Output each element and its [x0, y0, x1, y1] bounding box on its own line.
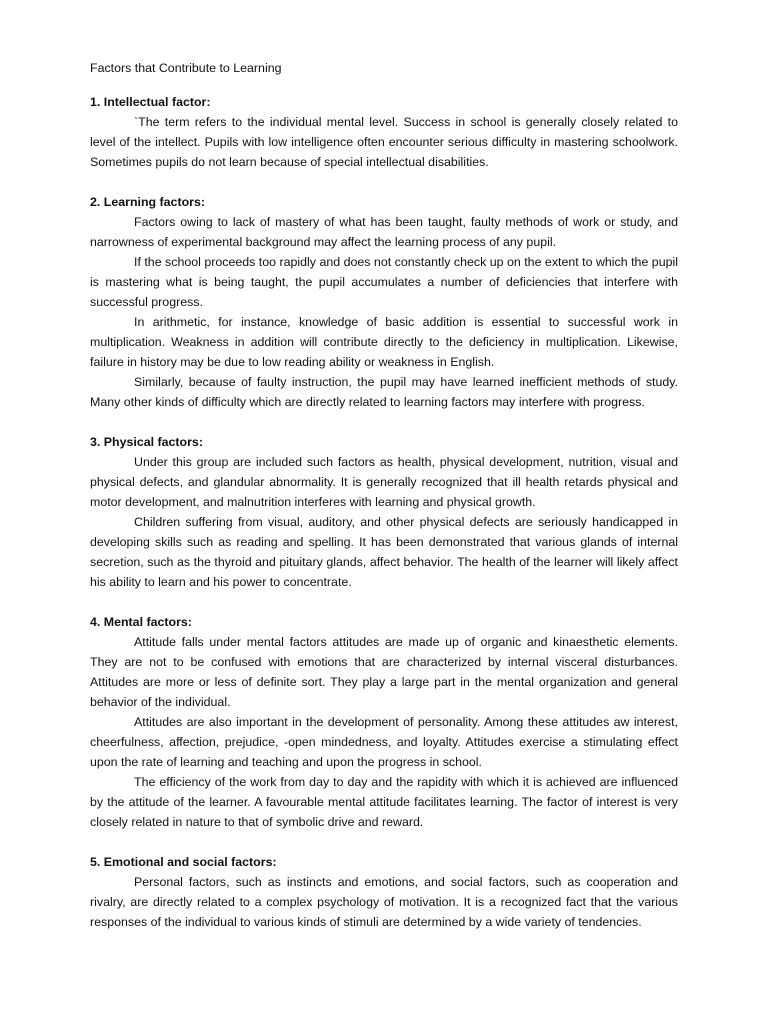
section-heading: 5. Emotional and social factors: [90, 855, 277, 869]
section-mental-factors [90, 612, 678, 832]
section-learning-factors [90, 192, 678, 412]
paragraph: `The term refers to the individual mental level. Success in school is generally closely related to level of the intellect. Pupils with low intelligence often encounter serious difficulty in mastering schoolwork. Sometimes pupils do not learn because of special intellectual disabilities. [90, 115, 678, 169]
section-heading: 2. Learning factors: [90, 195, 205, 209]
paragraph: Attitude falls under mental factors attitudes are made up of organic and kinaesthetic elements. They are not to be confused with emotions that are characterized by internal visceral disturbances. Attitudes are more or less of definite sort. They play a large part in the mental organization and general behavior of the individual. [90, 635, 678, 709]
section-heading: 4. Mental factors: [90, 615, 192, 629]
paragraph: If the school proceeds too rapidly and does not constantly check up on the extent to which the pupil is mastering what is being taught, the pupil accumulates a number of deficiencies that interfere with successful progress. [90, 255, 678, 309]
section-physical-factors [90, 432, 678, 592]
paragraph: Factors owing to lack of mastery of what has been taught, faulty methods of work or study, and narrowness of experimental background may affect the learning process of any pupil. [90, 215, 678, 249]
section-intellectual-factor [90, 92, 678, 172]
section-heading: 3. Physical factors: [90, 435, 203, 449]
paragraph: Personal factors, such as instincts and emotions, and social factors, such as cooperation and rivalry, are directly related to a complex psychology of motivation. It is a recognized fact that the various responses of the individual to various kinds of stimuli are determined by a wide variety of tendencies. [90, 875, 678, 929]
paragraph: Under this group are included such factors as health, physical development, nutrition, visual and physical defects, and glandular abnormality. It is generally recognized that ill health retards physical and motor development, and malnutrition interferes with learning and physical growth. [90, 455, 678, 509]
paragraph: In arithmetic, for instance, knowledge of basic addition is essential to successful work in multiplication. Weakness in addition will contribute directly to the deficiency in multiplication. Likewise, failure in history may be due to low reading ability or weakness in English. [90, 315, 678, 369]
section-heading: 1. Intellectual factor: [90, 95, 211, 109]
paragraph: The efficiency of the work from day to day and the rapidity with which it is achieved are influenced by the attitude of the learner. A favourable mental attitude facilitates learning. The factor of interest is very closely related in nature to that of symbolic drive and reward. [90, 775, 678, 829]
section-emotional-social-factors [90, 852, 678, 932]
paragraph: Children suffering from visual, auditory, and other physical defects are seriously handicapped in developing skills such as reading and spelling. It has been demonstrated that various glands of internal secretion, such as the thyroid and pituitary glands, affect behavior. The health of the learner will likely affect his ability to learn and his power to concentrate. [90, 515, 678, 589]
paragraph: Attitudes are also important in the development of personality. Among these attitudes aw interest, cheerfulness, affection, prejudice, -open mindedness, and loyalty. Attitudes exercise a stimulating effect upon the rate of learning and teaching and upon the progress in school. [90, 715, 678, 769]
paragraph: Similarly, because of faulty instruction, the pupil may have learned inefficient methods of study. Many other kinds of difficulty which are directly related to learning factors may interfere with progress. [90, 375, 678, 409]
document-title: Factors that Contribute to Learning [90, 61, 282, 75]
document-page [90, 58, 678, 952]
